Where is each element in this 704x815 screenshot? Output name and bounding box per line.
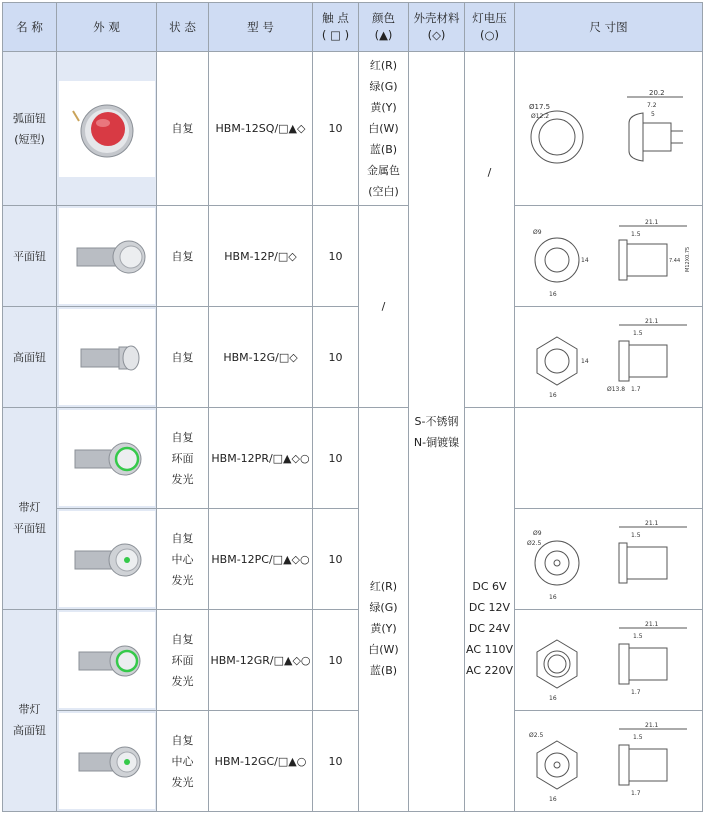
table-row — [3, 52, 703, 206]
state-cell: 自复 — [157, 206, 209, 307]
svg-text:1.5: 1.5 — [632, 734, 643, 741]
svg-text:1.5: 1.5 — [632, 330, 643, 337]
svg-text:Ø2.5: Ø2.5 — [526, 540, 541, 547]
product-photo-lit-flat-center — [57, 509, 157, 610]
state-cell: 自复 — [157, 307, 209, 408]
svg-text:1.5: 1.5 — [632, 633, 643, 640]
shell-material: S-不锈钢 N-铜镀镍 — [409, 52, 465, 812]
svg-text:5: 5 — [650, 110, 655, 118]
product-photo-lit-flat-ring — [57, 408, 157, 509]
svg-text:7.44: 7.44 — [668, 258, 680, 264]
group-name: 带灯 平面钮 — [3, 408, 57, 610]
contact-cell: 10 — [313, 206, 359, 307]
spec-table — [2, 2, 703, 812]
group-name: 平面钮 — [3, 206, 57, 307]
state-cell: 自复 环面 发光 — [157, 408, 209, 509]
svg-text:21.1: 21.1 — [644, 520, 658, 527]
color-options-lit: 红(R) 绿(G) 黄(Y) 白(W) 蓝(B) — [359, 408, 409, 812]
header-state: 状 态 — [157, 3, 209, 52]
product-photo-high — [57, 307, 157, 408]
product-photo-lit-high-center — [57, 711, 157, 812]
svg-text:Ø9: Ø9 — [532, 229, 542, 236]
svg-text:1.7: 1.7 — [630, 689, 641, 696]
svg-text:16: 16 — [548, 695, 557, 702]
dimension-drawing-lit-high-center — [515, 711, 703, 812]
model-cell: HBM-12PR/□▲◇○ — [209, 408, 313, 509]
header-model: 型 号 — [209, 3, 313, 52]
model-cell: HBM-12GC/□▲○ — [209, 711, 313, 812]
model-cell: HBM-12G/□◇ — [209, 307, 313, 408]
product-photo-flat — [57, 206, 157, 307]
state-cell: 自复 — [157, 52, 209, 206]
state-cell: 自复 中心 发光 — [157, 711, 209, 812]
svg-text:14: 14 — [580, 358, 589, 365]
model-cell: HBM-12GR/□▲◇○ — [209, 610, 313, 711]
header-name: 名 称 — [3, 3, 57, 52]
contact-cell: 10 — [313, 711, 359, 812]
color-options: 红(R) 绿(G) 黄(Y) 白(W) 蓝(B) 金属色 (空白) — [359, 52, 409, 206]
table-row — [3, 408, 703, 509]
svg-text:21.1: 21.1 — [644, 318, 658, 325]
svg-text:20.2: 20.2 — [648, 88, 665, 97]
svg-text:Ø9: Ø9 — [532, 530, 542, 537]
table-row — [3, 711, 703, 812]
model-cell: HBM-12SQ/□▲◇ — [209, 52, 313, 206]
product-photo-lit-high-ring — [57, 610, 157, 711]
svg-text:1.5: 1.5 — [630, 532, 641, 539]
state-cell: 自复 环面 发光 — [157, 610, 209, 711]
contact-cell: 10 — [313, 307, 359, 408]
svg-text:21.1: 21.1 — [644, 621, 658, 628]
svg-text:1.5: 1.5 — [630, 231, 641, 238]
dimension-drawing-flat — [515, 206, 703, 307]
group-name: 弧面钮 (短型) — [3, 52, 57, 206]
svg-text:Ø13.8: Ø13.8 — [606, 386, 625, 393]
product-photo-dome — [57, 52, 157, 206]
svg-text:16: 16 — [548, 291, 557, 298]
dimension-drawing-high — [515, 307, 703, 408]
svg-text:Ø12.2: Ø12.2 — [530, 112, 549, 120]
voltage-options: DC 6V DC 12V DC 24V AC 110V AC 220V — [465, 408, 515, 812]
svg-text:16: 16 — [548, 392, 557, 399]
table-row — [3, 307, 703, 408]
group-name: 高面钮 — [3, 307, 57, 408]
color-none: / — [359, 206, 409, 408]
group-name: 带灯 高面钮 — [3, 610, 57, 812]
dimension-drawing-empty — [515, 408, 703, 509]
svg-text:Ø2.5: Ø2.5 — [528, 732, 543, 739]
svg-text:21.1: 21.1 — [644, 219, 658, 226]
header-drawing: 尺 寸图 — [515, 3, 703, 52]
model-cell: HBM-12PC/□▲◇○ — [209, 509, 313, 610]
dimension-drawing-lit-flat — [515, 509, 703, 610]
header-voltage: 灯电压 (○) — [465, 3, 515, 52]
state-cell: 自复 中心 发光 — [157, 509, 209, 610]
voltage-none: / — [465, 52, 515, 408]
table-row — [3, 509, 703, 610]
table-row — [3, 206, 703, 307]
contact-cell: 10 — [313, 509, 359, 610]
contact-cell: 10 — [313, 408, 359, 509]
header-contact: 触 点 ( □ ) — [313, 3, 359, 52]
header-appearance: 外 观 — [57, 3, 157, 52]
header-shell: 外壳材料 (◇) — [409, 3, 465, 52]
svg-text:M12X0.75: M12X0.75 — [684, 246, 691, 272]
table-row — [3, 610, 703, 711]
header-color: 颜色 (▲) — [359, 3, 409, 52]
svg-text:1.7: 1.7 — [630, 386, 641, 393]
contact-cell: 10 — [313, 52, 359, 206]
svg-text:14: 14 — [580, 257, 589, 264]
dimension-drawing-lit-high-ring — [515, 610, 703, 711]
svg-text:16: 16 — [548, 796, 557, 803]
svg-text:Ø17.5: Ø17.5 — [528, 102, 550, 111]
dimension-drawing-dome — [515, 52, 703, 206]
svg-text:1.7: 1.7 — [630, 790, 641, 797]
model-cell: HBM-12P/□◇ — [209, 206, 313, 307]
svg-text:21.1: 21.1 — [644, 722, 658, 729]
svg-text:7.2: 7.2 — [646, 101, 657, 109]
contact-cell: 10 — [313, 610, 359, 711]
svg-text:16: 16 — [548, 594, 557, 601]
